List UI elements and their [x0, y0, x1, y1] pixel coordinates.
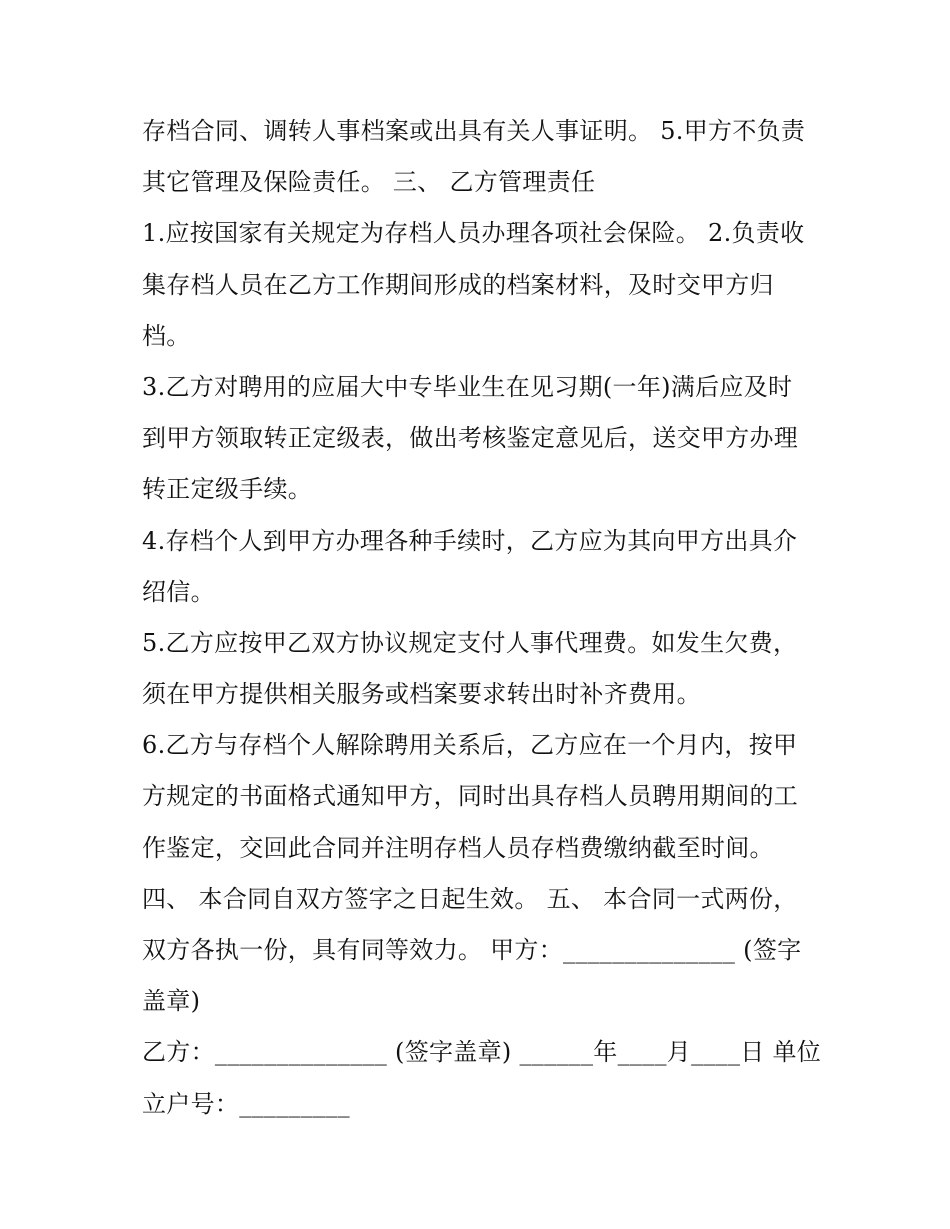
- text-line: 须在甲方提供相关服务或档案要求转出时补齐费用。: [142, 680, 701, 709]
- text-line: 存档合同、调转人事档案或出具有关人事证明。 5.甲方不负责: [142, 117, 806, 145]
- text-line: 到甲方领取转正定级表，做出考核鉴定意见后，送交甲方办理: [142, 424, 799, 453]
- text-line: 1.应按国家有关规定为存档人员办理各项社会保险。 2.负责收: [142, 219, 805, 248]
- text-line: 3.乙方对聘用的应届大中专毕业生在见习期(一年)满后应及时: [142, 372, 793, 401]
- signature-line-party-b: 乙方：______________ (签字盖章) ______年____月____日 单位: [142, 1038, 822, 1067]
- text-line: 四、 本合同自双方签字之日起生效。 五、 本合同一式两份，: [142, 884, 798, 913]
- text-line: 6.乙方与存档个人解除聘用关系后，乙方应在一个月内，按甲: [142, 731, 798, 760]
- text-line: 档。: [142, 321, 191, 350]
- signature-line-party-a: 双方各执一份，具有同等效力。 甲方：______________ (签字: [142, 936, 802, 964]
- text-line: 转正定级手续。: [142, 475, 313, 504]
- text-line: 其它管理及保险责任。 三、 乙方管理责任: [142, 168, 596, 197]
- text-line: 作鉴定，交回此合同并注明存档人员存档费缴纳截至时间。: [142, 833, 774, 862]
- account-number-line: 立户号：_________: [142, 1089, 350, 1118]
- text-line: 5.乙方应按甲乙双方协议规定支付人事代理费。如发生欠费，: [142, 628, 798, 657]
- text-line: 绍信。: [142, 577, 215, 606]
- text-line: 盖章): [142, 987, 201, 1016]
- text-line: 方规定的书面格式通知甲方，同时出具存档人员聘用期间的工: [142, 782, 799, 811]
- text-line: 集存档人员在乙方工作期间形成的档案材料，及时交甲方归: [142, 270, 774, 299]
- text-line: 4.存档个人到甲方办理各种手续时，乙方应为其向甲方出具介: [142, 526, 798, 555]
- contract-text-body: [142, 106, 822, 1130]
